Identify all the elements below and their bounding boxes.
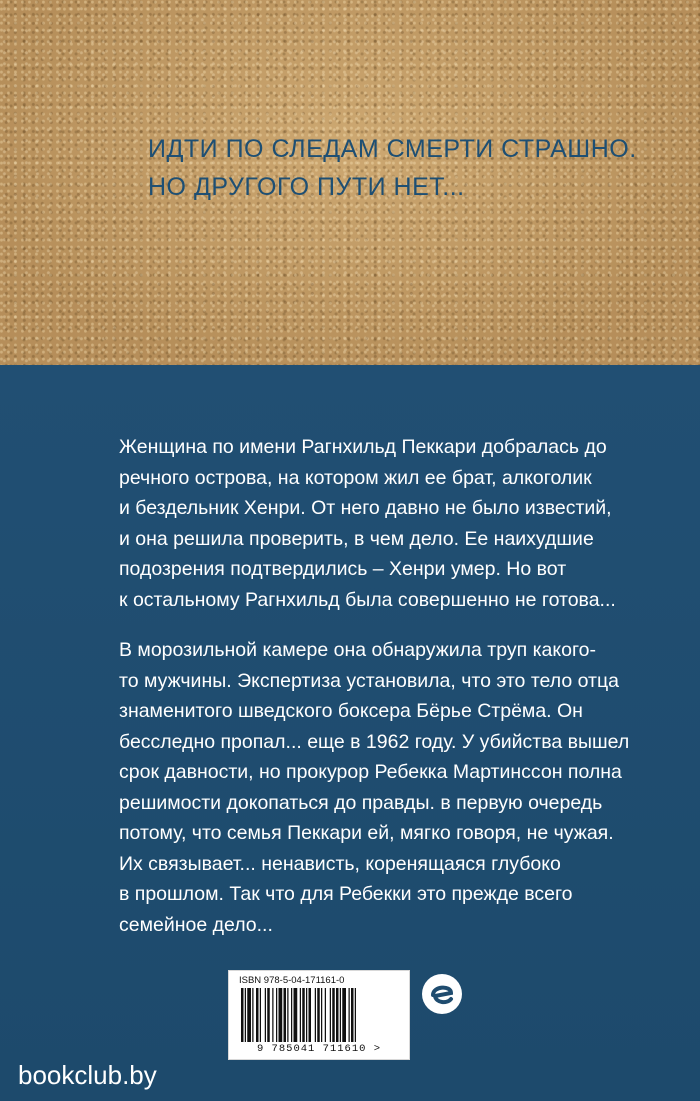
blurb-line: речного острова, на котором жил ее брат, алкоголик [119, 466, 592, 489]
blurb-line: семейное дело... [119, 913, 273, 936]
blurb-line: Их связывает... ненависть, коренящаяся глубоко [119, 852, 561, 875]
blurb-line: подозрения подтвердились – Хенри умер. Но вот [119, 558, 567, 580]
blurb-line: Женщина по имени Рагнхильд Пеккари добралась до [119, 436, 607, 458]
blurb-line: бесследно пропал... еще в 1962 году. У убийства вышел [119, 730, 630, 753]
barcode-box [228, 970, 410, 1060]
blurb-line: срок давности, но прокурор Ребекка Мартинссон полна [119, 761, 622, 783]
blurb-line: знаменитого шведского боксера Бёрье Стрёма. Он [119, 700, 583, 722]
eksmo-logo-icon [421, 973, 463, 1015]
blurb-paragraph-1 [119, 432, 639, 615]
tagline-line-2: НО ДРУГОГО ПУТИ НЕТ... [148, 173, 465, 201]
tagline [148, 130, 637, 206]
blurb-line: В морозильной камере она обнаружила труп какого- [119, 639, 596, 661]
tagline-line-1: ИДТИ ПО СЛЕДАМ СМЕРТИ СТРАШНО. [148, 135, 637, 163]
blurb-line: и бездельник Хенри. От него давно не было известий, [119, 497, 612, 519]
isbn-text: ISBN 978-5-04-171161-0 [239, 975, 345, 986]
blurb-line: решимости докопаться до правды. в первую очередь [119, 791, 603, 814]
blurb-line: то мужчины. Экспертиза установила, что это тело отца [119, 669, 619, 692]
blurb-line: потому, что семья Пеккари ей, мягко говоря, не чужая. [119, 822, 614, 844]
watermark-text: bookclub.by [18, 1060, 157, 1090]
blurb-line: и она решила проверить, в чем дело. Ее наихудшие [119, 527, 594, 550]
barcode-number: 9 785041 711610 > [256, 1043, 382, 1055]
blurb-line: в прошлом. Так что для Ребекки это прежде всего [119, 883, 573, 905]
blurb-paragraph-2 [119, 635, 639, 940]
blurb-line: к остальному Рагнхильд была совершенно не готова... [119, 588, 616, 611]
barcode-bars [241, 988, 397, 1042]
